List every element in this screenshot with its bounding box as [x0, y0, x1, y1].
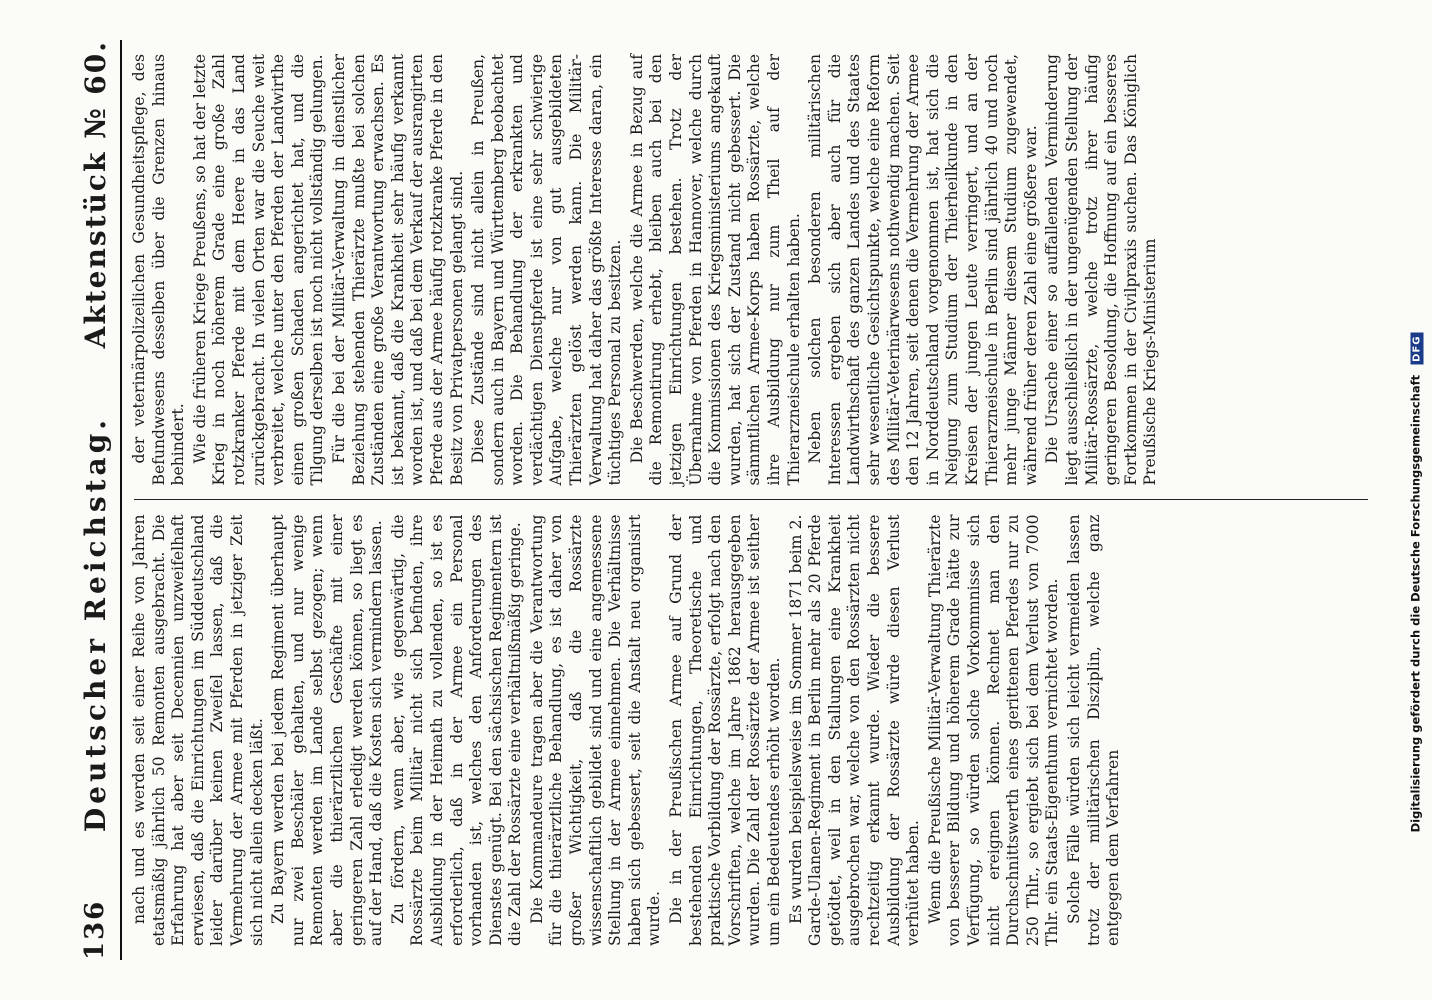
issue-label: Aktenstück № 60.: [78, 40, 112, 349]
text-columns: [130, 40, 1372, 960]
dfg-logo: DFG: [1411, 333, 1424, 365]
paragraph: Die Kommandeure tragen aber die Verantwortung für die thierärztliche Behandlung, es ist daher von großer Wichtigkeit, daß die Rossärzte wissenschaftlich gebildet sind und eine angemessene Stellung in der Armee einnehmen. Die Verhältnisse haben sich gebessert, seit die Anstalt neu organisirt wurde.: [527, 514, 664, 946]
paragraph: Zu fördern, wenn aber, wie gegenwärtig, die Rossärzte beim Militär nicht sich befinden, ihre Ausbildung in der Heimath zu vollenden, so ist es erforderlich, daß in der Armee ein Personal vorhanden ist, welches den Anforderungen des Dienstes genügt. Bei den sächsischen Regimentern ist die Zahl der Rossärzte eine verhältnißmäßig geringe.: [388, 514, 525, 946]
right-column: [130, 40, 1372, 500]
paragraph: nach und es werden seit einer Reihe von Jahren etatsmäßig jährlich 50 Remonten ausgebracht. Die Erfahrung hat aber seit Decennien unzweifelhaft erwiesen, daß die Einrichtungen im Süddeutschland leider darüber keinen Zweifel lassen, daß die Vermehrung der Armee mit Pferden in jetziger Zeit sich nicht allein decken läßt.: [130, 514, 266, 946]
credit-text-wrapper: [1409, 333, 1424, 993]
paragraph: Die Beschwerden, welche die Armee in Bezug auf die Remontirung erhebt, bleiben auch bei den jetzigen Einrichtungen bestehen. Trotz der Übernahme von Pferden in Hannover, welche durch die Kommissionen des Kriegsministeriums angekauft wurden, hat sich der Zustand nicht gebessert. Die sämmtlichen Armee-Korps haben Rossärzte, welche ihre Ausbildung nur zum Theil auf der Thierarzneischule erhalten haben.: [627, 54, 803, 486]
page-header: [70, 40, 122, 960]
running-title: Deutscher Reichstag.: [78, 415, 112, 833]
paragraph: Für die bei der Militär-Verwaltung in dienstlicher Beziehung stehenden Thierärzte mußte bei solchen Zuständen eine große Verantwortung erwachsen. Es ist bekannt, daß die Krankheit sehr häufig verkannt worden ist, und daß bei dem Verkauf der ausrangirten Pferde aus der Armee häufig rotzkranke Pferde in den Besitz von Privatpersonen gelangt sind.: [329, 54, 466, 486]
left-column: [130, 501, 1372, 961]
paragraph: Es wurden beispielsweise im Sommer 1871 beim 2. Garde-Ulanen-Regiment in Berlin mehr als 20 Pferde getödtet, weil in den Stallungen eine Krankheit ausgebrochen war, welche von den Rossärzten nicht rechtzeitig erkannt wurde. Wieder die bessere Ausbildung der Rossärzte würde diesen Verlust verhütet haben.: [786, 514, 923, 946]
paragraph: Wie die früheren Kriege Preußens, so hat der letzte Krieg in noch höherem Grade eine große Zahl rotzkranker Pferde mit dem Heere in das Land zurückgebracht. In vielen Orten war die Seuche weit verbreitet, welche unter den Pferden der Landwirthe einen großen Schaden angerichtet hat, und die Tilgung derselben ist noch nicht vollständig gelungen.: [190, 54, 327, 486]
paragraph: Neben solchen besonderen militärischen Interessen ergeben sich aber auch für die Landwirthschaft des ganzen Landes und des Staates sehr wesentliche Gesichtspunkte, welche eine Reform des Militär-Veterinärwesens nothwendig machen. Seit den 12 Jahren, seit denen die Vermehrung der Armee in Norddeutschland vorgenommen ist, hat sich die Neigung zum Studium der Thierheilkunde in den Kreisen der jungen Leute verringert, und an der Thierarzneischule in Berlin sind jährlich 40 und noch mehr junge Männer diesem Studium zugewendet, während früher deren Zahl eine größere war.: [806, 54, 1040, 486]
paragraph: Die Ursache einer so auffallenden Verminderung liegt ausschließlich in der ungenügenden Stellung der Militär-Rossärzte, welche trotz ihrer häufig geringeren Besoldung, die Hoffnung auf ein besseres Fortkommen in der Civilpraxis suchen. Das Königlich Preußische Kriegs-Ministerium: [1043, 54, 1160, 486]
paragraph: Wenn die Preußische Militär-Verwaltung Thierärzte von besserer Bildung und höherem Grade hätte zur Verfügung, so würden solche Vorkommnisse sich nicht ereignen können. Rechnet man den Durchschnittswerth eines gerittenen Pferdes nur zu 250 Thlr., so ergiebt sich bei dem Verlust von 7000 Thlr. ein Staats-Eigenthum vernichtet worden.: [925, 514, 1062, 946]
paragraph: Zu Bayern werden bei jedem Regiment überhaupt nur zwei Beschäler gehalten, und nur wenige Remonten werden im Lande selbst gezogen; wenn aber die thierärztlichen Geschäfte mit einer geringeren Zahl erledigt werden können, so liegt es auf der Hand, daß die Kosten sich vermindern lassen.: [269, 514, 386, 946]
column-divider: [134, 500, 1368, 501]
digitization-credit: [1406, 0, 1426, 1000]
page-number: 136: [80, 899, 110, 960]
paragraph: der veterinärpolizeilichen Gesundheitspflege, des Befundwesens desselben über die Grenzen hinaus behindert.: [130, 54, 188, 486]
paragraph: Solche Fälle würden sich leicht vermeiden lassen trotz der militärischen Disziplin, welche ganz entgegen dem Verfahren: [1064, 514, 1123, 946]
paragraph: Diese Zustände sind nicht allein in Preußen, sondern auch in Bayern und Württemberg beobachtet worden. Die Behandlung der erkrankten und verdächtigen Dienstpferde ist eine sehr schwierige Aufgabe, welche nur von gut ausgebildeten Thierärzten gelöst werden kann. Die Militär-Verwaltung hat daher das größte Interesse daran, ein tüchtiges Personal zu besitzen.: [469, 54, 625, 486]
paragraph: Die in der Preußischen Armee auf Grund der bestehenden Einrichtungen, Theoretische und praktische Vorbildung der Rossärzte, erfolgt nach den Vorschriften, welche im Jahre 1862 herausgegeben wurden. Die Zahl der Rossärzte der Armee ist seither um ein Bedeutendes erhöht worden.: [667, 514, 783, 946]
credit-text: Digitalisierung gefördert durch die Deutsche Forschungsgemeinschaft: [1408, 374, 1423, 833]
